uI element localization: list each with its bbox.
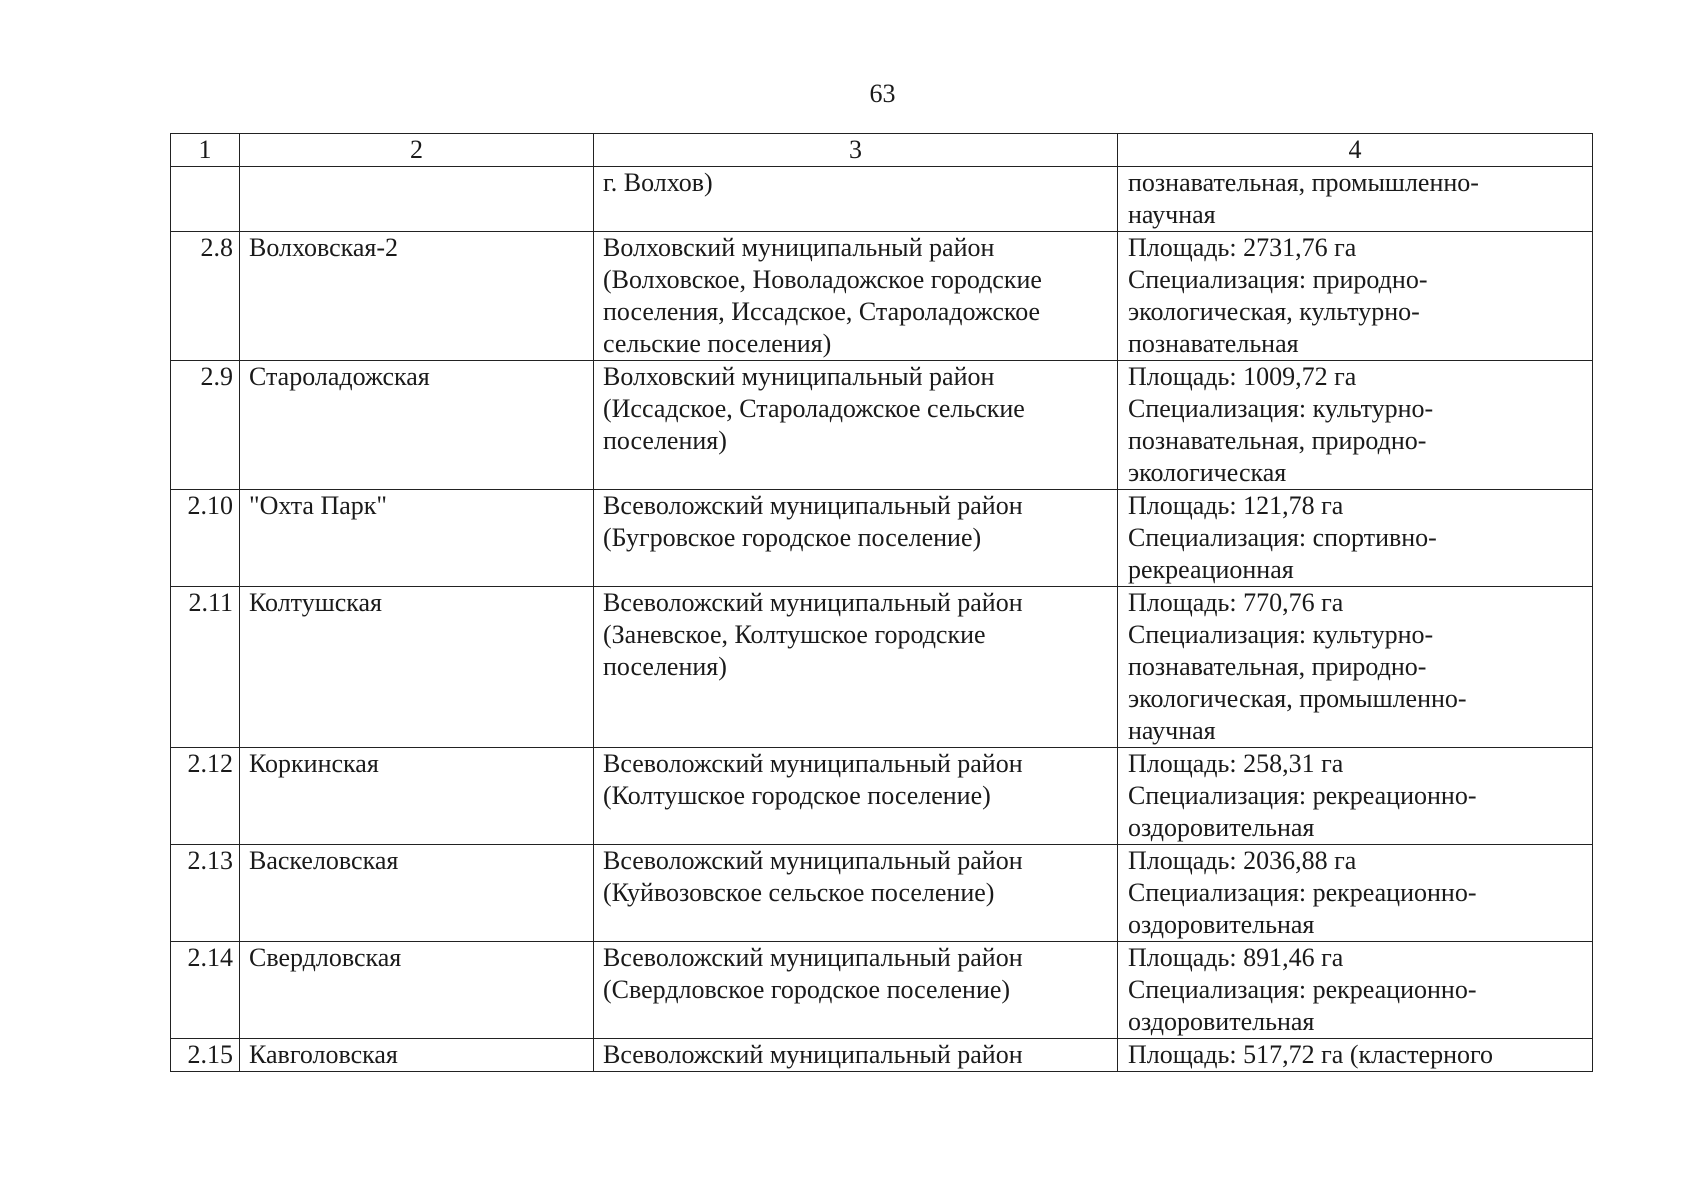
zone-name: Колтушская	[240, 587, 594, 748]
location-line: Волховский муниципальный район	[603, 233, 995, 262]
zone-description	[1118, 748, 1593, 845]
table-row	[171, 587, 1593, 748]
zone-location	[594, 845, 1118, 942]
description-line: Площадь: 1009,72 га	[1128, 362, 1357, 391]
description-line: экологическая	[1128, 458, 1287, 487]
description-line: Площадь: 517,72 га (кластерного	[1128, 1040, 1494, 1069]
location-line: Всеволожский муниципальный район	[603, 491, 1023, 520]
table-row	[171, 490, 1593, 587]
description-line: познавательная, природно-	[1128, 652, 1427, 681]
table-body	[171, 167, 1593, 1072]
row-number: 2.15	[171, 1039, 240, 1072]
zone-description	[1118, 361, 1593, 490]
description-line: Специализация: природно-	[1128, 265, 1428, 294]
column-header-3: 3	[594, 134, 1118, 167]
location-line: Всеволожский муниципальный район	[603, 749, 1023, 778]
row-number: 2.8	[171, 232, 240, 361]
description-line: Специализация: рекреационно-	[1128, 781, 1477, 810]
zone-location	[594, 587, 1118, 748]
column-header-1: 1	[171, 134, 240, 167]
description-line: познавательная, природно-	[1128, 426, 1427, 455]
column-header-2: 2	[240, 134, 594, 167]
description-line: научная	[1128, 200, 1216, 229]
description-line: Площадь: 770,76 га	[1128, 588, 1344, 617]
location-line: Всеволожский муниципальный район	[603, 1040, 1023, 1069]
zone-location	[594, 942, 1118, 1039]
description-line: оздоровительная	[1128, 813, 1315, 842]
description-line: познавательная	[1128, 329, 1299, 358]
page-number: 63	[869, 79, 896, 108]
column-header-4: 4	[1118, 134, 1593, 167]
location-line: поселения)	[603, 652, 727, 681]
location-line: (Заневское, Колтушское городские	[603, 620, 986, 649]
zone-location	[594, 748, 1118, 845]
description-line: Специализация: рекреационно-	[1128, 878, 1477, 907]
zone-name: Волховская-2	[240, 232, 594, 361]
zone-location	[594, 361, 1118, 490]
location-line: (Иссадское, Староладожское сельские	[603, 394, 1025, 423]
description-line: Площадь: 2036,88 га	[1128, 846, 1357, 875]
location-line: (Волховское, Новоладожское городские	[603, 265, 1042, 294]
description-line: Специализация: культурно-	[1128, 620, 1434, 649]
description-line: Площадь: 2731,76 га	[1128, 233, 1357, 262]
location-line: (Колтушское городское поселение)	[603, 781, 991, 810]
description-line: оздоровительная	[1128, 910, 1315, 939]
description-line: познавательная, промышленно-	[1128, 168, 1479, 197]
description-line: Специализация: рекреационно-	[1128, 975, 1477, 1004]
table-row	[171, 167, 1593, 232]
description-line: Площадь: 121,78 га	[1128, 491, 1344, 520]
location-line: Волховский муниципальный район	[603, 362, 995, 391]
row-number: 2.12	[171, 748, 240, 845]
zone-description	[1118, 490, 1593, 587]
description-line: экологическая, культурно-	[1128, 297, 1420, 326]
table-row	[171, 232, 1593, 361]
row-number: 2.13	[171, 845, 240, 942]
table-row	[171, 748, 1593, 845]
row-number: 2.10	[171, 490, 240, 587]
zones-table	[170, 133, 1593, 1072]
description-line: экологическая, промышленно-	[1128, 684, 1467, 713]
zone-description	[1118, 587, 1593, 748]
location-line: Всеволожский муниципальный район	[603, 943, 1023, 972]
zone-description	[1118, 845, 1593, 942]
location-line: поселения)	[603, 426, 727, 455]
description-line: рекреационная	[1128, 555, 1294, 584]
location-line: г. Волхов)	[603, 168, 713, 197]
description-line: научная	[1128, 716, 1216, 745]
row-number: 2.9	[171, 361, 240, 490]
zone-description	[1118, 232, 1593, 361]
zone-location	[594, 1039, 1118, 1072]
zone-description	[1118, 167, 1593, 232]
table-row	[171, 1039, 1593, 1072]
description-line: Специализация: культурно-	[1128, 394, 1434, 423]
description-line: Площадь: 891,46 га	[1128, 943, 1344, 972]
zone-location	[594, 167, 1118, 232]
table-row	[171, 845, 1593, 942]
zone-name: "Охта Парк"	[240, 490, 594, 587]
zone-name: Васкеловская	[240, 845, 594, 942]
row-number: 2.14	[171, 942, 240, 1039]
location-line: Всеволожский муниципальный район	[603, 588, 1023, 617]
row-number: 2.11	[171, 587, 240, 748]
zone-location	[594, 490, 1118, 587]
zone-name: Староладожская	[240, 361, 594, 490]
table-row	[171, 942, 1593, 1039]
location-line: Всеволожский муниципальный район	[603, 846, 1023, 875]
description-line: Специализация: спортивно-	[1128, 523, 1437, 552]
location-line: поселения, Иссадское, Староладожское	[603, 297, 1041, 326]
zone-description	[1118, 1039, 1593, 1072]
location-line: (Куйвозовское сельское поселение)	[603, 878, 995, 907]
zone-description	[1118, 942, 1593, 1039]
zone-name: Коркинская	[240, 748, 594, 845]
zone-location	[594, 232, 1118, 361]
row-number	[171, 167, 240, 232]
location-line: (Свердловское городское поселение)	[603, 975, 1011, 1004]
location-line: сельские поселения)	[603, 329, 832, 358]
description-line: Площадь: 258,31 га	[1128, 749, 1344, 778]
table-header-row	[171, 134, 1593, 167]
zone-name	[240, 167, 594, 232]
zone-name: Кавголовская	[240, 1039, 594, 1072]
description-line: оздоровительная	[1128, 1007, 1315, 1036]
table-row	[171, 361, 1593, 490]
zone-name: Свердловская	[240, 942, 594, 1039]
location-line: (Бугровское городское поселение)	[603, 523, 982, 552]
